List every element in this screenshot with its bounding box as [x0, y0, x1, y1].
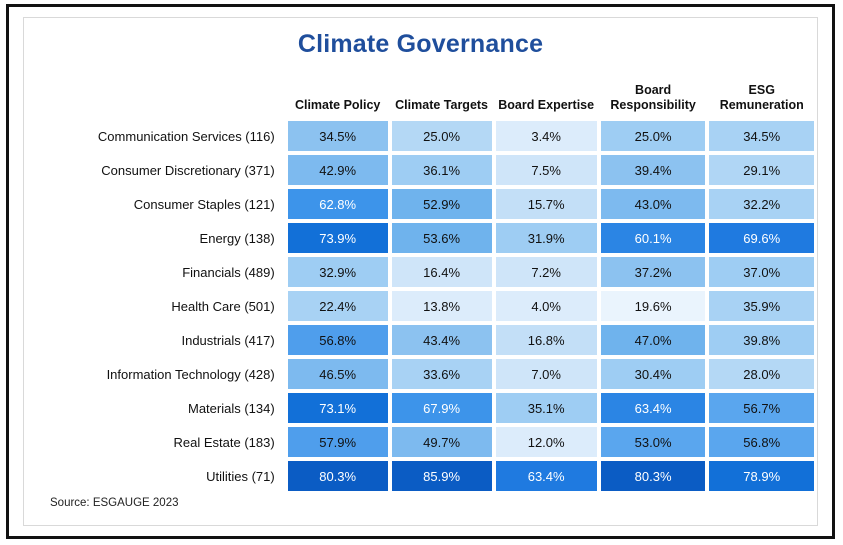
heatmap-cell: 56.8%	[287, 324, 389, 356]
row-header: Utilities (71)	[50, 460, 285, 492]
heatmap-cell: 62.8%	[287, 188, 389, 220]
heatmap-cell: 63.4%	[600, 392, 707, 424]
row-header: Consumer Discretionary (371)	[50, 154, 285, 186]
table-row	[50, 120, 815, 152]
heatmap-cell: 43.0%	[600, 188, 707, 220]
row-header: Industrials (417)	[50, 324, 285, 356]
heatmap-cell: 15.7%	[495, 188, 598, 220]
row-header: Energy (138)	[50, 222, 285, 254]
heatmap-cell: 78.9%	[708, 460, 815, 492]
heatmap-cell: 28.0%	[708, 358, 815, 390]
table-row	[50, 358, 815, 390]
heatmap-cell: 29.1%	[708, 154, 815, 186]
heatmap-cell: 32.2%	[708, 188, 815, 220]
heatmap-cell: 34.5%	[708, 120, 815, 152]
heatmap-cell: 80.3%	[287, 460, 389, 492]
table-row	[50, 460, 815, 492]
heatmap-cell: 52.9%	[391, 188, 493, 220]
heatmap-cell: 43.4%	[391, 324, 493, 356]
heatmap-cell: 46.5%	[287, 358, 389, 390]
table-row	[50, 256, 815, 288]
column-header-board-expertise: Board Expertise	[495, 70, 598, 118]
heatmap-cell: 7.5%	[495, 154, 598, 186]
heatmap-cell: 60.1%	[600, 222, 707, 254]
heatmap-cell: 47.0%	[600, 324, 707, 356]
table-row	[50, 222, 815, 254]
heatmap-cell: 37.2%	[600, 256, 707, 288]
heatmap-cell: 57.9%	[287, 426, 389, 458]
header-row	[50, 70, 815, 118]
heatmap-cell: 85.9%	[391, 460, 493, 492]
heatmap-cell: 69.6%	[708, 222, 815, 254]
heatmap-cell: 22.4%	[287, 290, 389, 322]
row-header: Information Technology (428)	[50, 358, 285, 390]
heatmap-cell: 7.0%	[495, 358, 598, 390]
outer-border	[6, 4, 835, 539]
column-header-board-responsibility: Board Responsibility	[600, 70, 707, 118]
table-row	[50, 188, 815, 220]
heatmap-cell: 56.7%	[708, 392, 815, 424]
row-header: Health Care (501)	[50, 290, 285, 322]
table-header	[50, 70, 815, 118]
heatmap-cell: 35.9%	[708, 290, 815, 322]
heatmap-cell: 67.9%	[391, 392, 493, 424]
heatmap-cell: 25.0%	[600, 120, 707, 152]
heatmap-cell: 39.8%	[708, 324, 815, 356]
row-header: Consumer Staples (121)	[50, 188, 285, 220]
heatmap-cell: 3.4%	[495, 120, 598, 152]
heatmap-cell: 42.9%	[287, 154, 389, 186]
chart-card	[23, 17, 818, 526]
heatmap-cell: 25.0%	[391, 120, 493, 152]
heatmap-cell: 49.7%	[391, 426, 493, 458]
table-row	[50, 154, 815, 186]
heatmap-cell: 35.1%	[495, 392, 598, 424]
row-header: Financials (489)	[50, 256, 285, 288]
heatmap-cell: 34.5%	[287, 120, 389, 152]
heatmap-cell: 32.9%	[287, 256, 389, 288]
heatmap-cell: 53.0%	[600, 426, 707, 458]
heatmap-cell: 16.4%	[391, 256, 493, 288]
heatmap-cell: 13.8%	[391, 290, 493, 322]
row-header: Real Estate (183)	[50, 426, 285, 458]
table-row	[50, 392, 815, 424]
table-body	[50, 120, 815, 492]
table-row	[50, 324, 815, 356]
heatmap-cell: 36.1%	[391, 154, 493, 186]
heatmap-cell: 37.0%	[708, 256, 815, 288]
column-header-climate-policy: Climate Policy	[287, 70, 389, 118]
heatmap-cell: 73.9%	[287, 222, 389, 254]
heatmap-cell: 39.4%	[600, 154, 707, 186]
page-title: Climate Governance	[297, 30, 544, 58]
heatmap-cell: 63.4%	[495, 460, 598, 492]
heatmap-cell: 80.3%	[600, 460, 707, 492]
column-header-climate-targets: Climate Targets	[391, 70, 493, 118]
heatmap-cell: 30.4%	[600, 358, 707, 390]
heatmap-cell: 12.0%	[495, 426, 598, 458]
heatmap-cell: 19.6%	[600, 290, 707, 322]
source-note: Source: ESGAUGE 2023	[50, 497, 179, 509]
column-header-esg-remuneration: ESG Remuneration	[708, 70, 815, 118]
row-header: Communication Services (116)	[50, 120, 285, 152]
heatmap-cell: 56.8%	[708, 426, 815, 458]
heatmap-cell: 73.1%	[287, 392, 389, 424]
row-header: Materials (134)	[50, 392, 285, 424]
heatmap-table	[48, 68, 817, 494]
heatmap-cell: 16.8%	[495, 324, 598, 356]
table-row	[50, 426, 815, 458]
heatmap-cell: 33.6%	[391, 358, 493, 390]
heatmap-cell: 4.0%	[495, 290, 598, 322]
heatmap-cell: 53.6%	[391, 222, 493, 254]
heatmap-cell: 7.2%	[495, 256, 598, 288]
corner-cell	[50, 70, 285, 118]
heatmap-cell: 31.9%	[495, 222, 598, 254]
table-row	[50, 290, 815, 322]
